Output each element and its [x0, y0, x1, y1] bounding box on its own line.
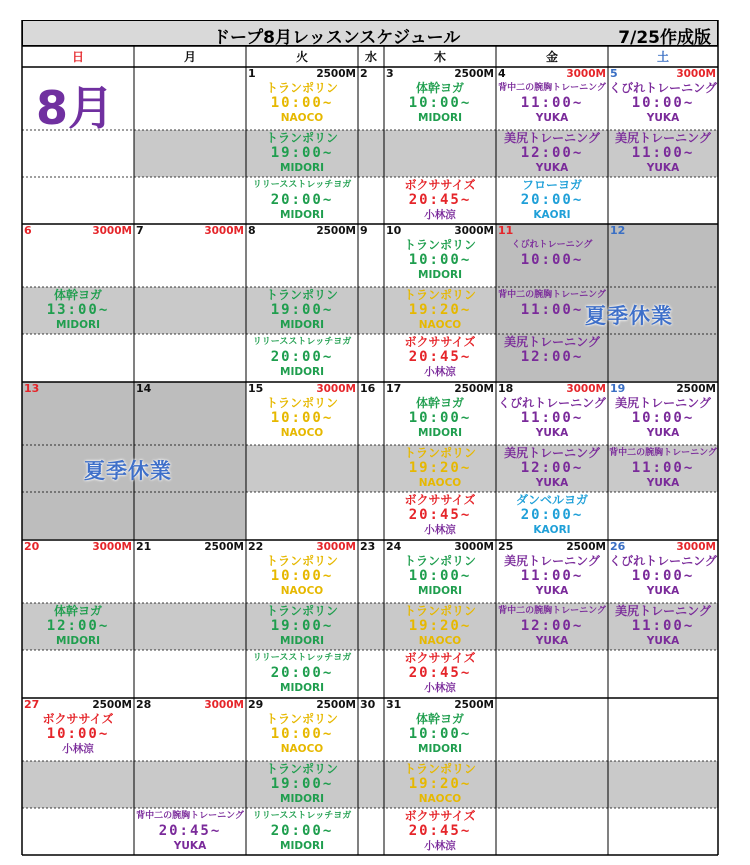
lesson-instructor: YUKA — [535, 162, 569, 174]
lesson-entry[interactable] — [246, 131, 358, 175]
day-cell — [608, 698, 718, 855]
lesson-entry[interactable] — [608, 396, 718, 440]
lesson-time: 20:45~ — [408, 823, 472, 839]
lesson-instructor: MIDORI — [56, 319, 100, 331]
day-number: 24 — [386, 540, 402, 553]
lesson-time: 19:20~ — [408, 776, 472, 792]
lesson-instructor: MIDORI — [418, 427, 462, 439]
lesson-name: 背中二の腕胸トレーニング — [498, 83, 606, 93]
day-cell — [22, 224, 134, 381]
lesson-instructor: 小林涼 — [424, 682, 456, 694]
lesson-instructor: MIDORI — [418, 743, 462, 755]
lesson-name: 体幹ヨガ — [415, 712, 464, 726]
day-price: 3000M — [316, 383, 356, 395]
lesson-entry[interactable] — [22, 288, 134, 332]
lesson-time: 20:00~ — [270, 665, 334, 681]
lesson-instructor: YUKA — [646, 427, 680, 439]
lesson-time: 10:00~ — [631, 410, 695, 426]
lesson-time: 20:45~ — [408, 349, 472, 365]
lesson-instructor: NAOCO — [280, 112, 324, 124]
lesson-name: 美尻トレーニング — [504, 335, 600, 349]
day-cell — [384, 698, 496, 855]
lesson-name: ダンベルヨガ — [515, 493, 589, 507]
time-band — [134, 287, 246, 334]
day-price: 2500M — [454, 699, 494, 711]
day-price: 3000M — [316, 541, 356, 553]
lesson-time: 10:00~ — [631, 568, 695, 584]
lesson-time: 10:00~ — [408, 726, 472, 742]
lesson-time: 11:00~ — [631, 460, 695, 476]
lesson-instructor: MIDORI — [418, 585, 462, 597]
lesson-instructor: 小林涼 — [424, 840, 456, 852]
lesson-entry[interactable] — [384, 81, 496, 125]
lesson-time: 20:00~ — [270, 823, 334, 839]
time-band — [134, 130, 246, 177]
day-number: 21 — [136, 540, 152, 553]
lesson-instructor: NAOCO — [280, 743, 324, 755]
lesson-instructor: NAOCO — [418, 477, 462, 489]
day-number: 6 — [24, 224, 32, 237]
day-cell — [22, 698, 134, 855]
lesson-name: トランポリン — [265, 712, 338, 726]
lesson-name: くびれトレーニング — [498, 396, 606, 410]
lesson-entry[interactable] — [496, 81, 608, 125]
lesson-time: 10:00~ — [408, 95, 472, 111]
weekday-0: 日 — [71, 50, 84, 64]
day-number: 19 — [610, 382, 626, 395]
lesson-name: トランポリン — [403, 288, 476, 302]
lesson-instructor: MIDORI — [280, 319, 324, 331]
day-number: 26 — [610, 540, 626, 553]
lesson-name: くびれトレーニング — [609, 554, 717, 568]
day-cell — [22, 540, 134, 697]
lesson-instructor: NAOCO — [418, 635, 462, 647]
lesson-entry[interactable] — [22, 604, 134, 648]
lesson-entry[interactable] — [384, 712, 496, 756]
day-cell — [496, 698, 608, 855]
lesson-instructor: MIDORI — [418, 269, 462, 281]
lesson-entry[interactable] — [246, 712, 358, 756]
lesson-entry[interactable] — [496, 446, 608, 490]
day-price: 2500M — [454, 68, 494, 80]
day-number: 5 — [610, 67, 618, 80]
lesson-name: 美尻トレーニング — [615, 396, 711, 410]
lesson-instructor: MIDORI — [280, 635, 324, 647]
month-label: 8月 — [36, 81, 115, 135]
lesson-time: 12:00~ — [46, 618, 110, 634]
lesson-name: トランポリン — [265, 396, 338, 410]
day-cell — [358, 224, 384, 381]
lesson-name: 背中二の腕胸トレーニング — [136, 811, 244, 821]
lesson-name: くびれトレーニング — [609, 81, 717, 95]
lesson-name: トランポリン — [265, 604, 338, 618]
lesson-time: 20:00~ — [520, 507, 584, 523]
lesson-time: 11:00~ — [520, 410, 584, 426]
lesson-name: トランポリン — [265, 554, 338, 568]
time-band — [358, 287, 384, 334]
lesson-entry[interactable] — [246, 809, 358, 853]
lesson-name: トランポリン — [403, 238, 476, 252]
time-band — [358, 603, 384, 650]
day-number: 2 — [360, 67, 368, 80]
day-number: 15 — [248, 382, 264, 395]
day-cell — [358, 382, 384, 539]
lesson-name: 美尻トレーニング — [504, 446, 600, 460]
lesson-name: くびれトレーニング — [511, 240, 593, 250]
lesson-name: 美尻トレーニング — [504, 131, 600, 145]
schedule-version: 7/25作成版 — [618, 28, 711, 48]
lesson-time: 19:20~ — [408, 460, 472, 476]
day-number: 31 — [386, 698, 402, 711]
lesson-time: 10:00~ — [270, 410, 334, 426]
day-cell — [134, 540, 246, 697]
time-band — [358, 761, 384, 808]
lesson-instructor: 小林涼 — [424, 209, 456, 221]
lesson-name: 体幹ヨガ — [53, 288, 102, 302]
day-cell — [246, 382, 358, 539]
lesson-time: 10:00~ — [270, 726, 334, 742]
lesson-time: 10:00~ — [408, 568, 472, 584]
day-number: 28 — [136, 698, 152, 711]
lesson-name: トランポリン — [265, 81, 338, 95]
lesson-entry[interactable] — [384, 178, 496, 222]
lesson-time: 20:00~ — [520, 192, 584, 208]
lesson-name: トランポリン — [265, 131, 338, 145]
day-number: 7 — [136, 224, 144, 237]
lesson-instructor: MIDORI — [280, 840, 324, 852]
day-cell — [134, 67, 246, 224]
schedule-title: ドープ8月レッスンスケジュール — [213, 28, 461, 48]
day-cell — [246, 698, 358, 855]
lesson-entry[interactable] — [496, 178, 608, 222]
lesson-instructor: MIDORI — [280, 366, 324, 378]
lesson-entry[interactable] — [496, 554, 608, 598]
time-band — [134, 761, 246, 808]
lesson-instructor: YUKA — [646, 585, 680, 597]
lesson-instructor: NAOCO — [418, 793, 462, 805]
lesson-entry[interactable] — [496, 396, 608, 440]
day-price: 2500M — [676, 383, 716, 395]
day-cell — [608, 67, 718, 224]
lesson-time: 11:00~ — [631, 145, 695, 161]
lesson-time: 12:00~ — [520, 618, 584, 634]
lesson-entry[interactable] — [384, 396, 496, 440]
lesson-entry[interactable] — [384, 762, 496, 806]
day-price: 2500M — [566, 541, 606, 553]
lesson-name: 背中二の腕胸トレーニング — [609, 448, 717, 458]
lesson-entry[interactable] — [384, 809, 496, 853]
weekday-5: 金 — [545, 50, 558, 64]
day-cell — [134, 698, 246, 855]
time-band — [358, 130, 384, 177]
lesson-time: 12:00~ — [520, 460, 584, 476]
lesson-time: 20:45~ — [408, 192, 472, 208]
day-price: 2500M — [92, 699, 132, 711]
day-cell — [358, 67, 384, 224]
lesson-entry[interactable] — [246, 288, 358, 332]
day-number: 30 — [360, 698, 376, 711]
time-band — [496, 761, 608, 808]
weekday-1: 月 — [183, 50, 196, 64]
lesson-time: 10:00~ — [408, 252, 472, 268]
lesson-entry[interactable] — [246, 396, 358, 440]
day-price: 3000M — [676, 68, 716, 80]
weekday-2: 火 — [295, 50, 308, 64]
lesson-entry[interactable] — [384, 604, 496, 648]
day-number: 4 — [498, 67, 506, 80]
lesson-entry[interactable] — [384, 446, 496, 490]
day-cell — [358, 698, 384, 855]
weekday-4: 木 — [433, 50, 446, 64]
time-band — [134, 603, 246, 650]
weekday-6: 土 — [656, 50, 669, 64]
lesson-entry[interactable] — [384, 493, 496, 537]
lesson-instructor: YUKA — [173, 840, 207, 852]
day-number: 18 — [498, 382, 514, 395]
lesson-name: 体幹ヨガ — [415, 81, 464, 95]
lesson-name: 体幹ヨガ — [53, 604, 102, 618]
day-number: 20 — [24, 540, 40, 553]
weekday-3: 水 — [364, 50, 377, 64]
lesson-instructor: YUKA — [535, 635, 569, 647]
lesson-name: 背中二の腕胸トレーニング — [498, 290, 606, 300]
lesson-name: リリースストレッチヨガ — [252, 337, 352, 347]
time-band — [22, 761, 134, 808]
lesson-entry[interactable] — [134, 809, 246, 853]
lesson-entry[interactable] — [246, 81, 358, 125]
lesson-time: 12:00~ — [520, 349, 584, 365]
time-band — [358, 445, 384, 492]
lesson-instructor: MIDORI — [56, 635, 100, 647]
lesson-name: トランポリン — [265, 762, 338, 776]
lesson-name: ボクササイズ — [404, 178, 476, 192]
lesson-time: 12:00~ — [520, 145, 584, 161]
lesson-time: 10:00~ — [46, 726, 110, 742]
day-number: 23 — [360, 540, 376, 553]
lesson-name: 背中二の腕胸トレーニング — [498, 606, 606, 616]
lesson-time: 11:00~ — [520, 568, 584, 584]
day-price: 3000M — [92, 541, 132, 553]
day-cell — [246, 224, 358, 381]
day-price: 2500M — [454, 383, 494, 395]
day-price: 2500M — [316, 68, 356, 80]
lesson-time: 19:20~ — [408, 302, 472, 318]
lesson-instructor: 小林涼 — [424, 524, 456, 536]
day-price: 3000M — [454, 225, 494, 237]
lesson-name: トランポリン — [403, 554, 476, 568]
lesson-entry[interactable] — [496, 493, 608, 537]
day-number: 12 — [610, 224, 626, 237]
lesson-time: 20:45~ — [408, 665, 472, 681]
lesson-instructor: YUKA — [535, 585, 569, 597]
lesson-entry[interactable] — [608, 554, 718, 598]
day-number: 25 — [498, 540, 514, 553]
day-number: 27 — [24, 698, 40, 711]
day-number: 8 — [248, 224, 256, 237]
day-price: 3000M — [566, 68, 606, 80]
day-cell — [246, 67, 358, 224]
day-number: 22 — [248, 540, 264, 553]
lesson-instructor: 小林涼 — [424, 366, 456, 378]
lesson-entry[interactable] — [246, 762, 358, 806]
lesson-instructor: MIDORI — [418, 112, 462, 124]
lesson-time: 10:00~ — [631, 95, 695, 111]
lesson-name: フローヨガ — [521, 178, 582, 192]
lesson-instructor: YUKA — [535, 477, 569, 489]
lesson-instructor: MIDORI — [280, 682, 324, 694]
lesson-entry[interactable] — [608, 81, 718, 125]
day-price: 2500M — [204, 541, 244, 553]
day-price: 3000M — [92, 225, 132, 237]
lesson-name: 美尻トレーニング — [615, 131, 711, 145]
summer-closure-label: 夏季休業 — [84, 459, 172, 483]
lesson-entry[interactable] — [384, 238, 496, 282]
lesson-time: 11:00~ — [631, 618, 695, 634]
lesson-entry[interactable] — [496, 604, 608, 648]
lesson-time: 10:00~ — [270, 568, 334, 584]
lesson-entry[interactable] — [246, 604, 358, 648]
lesson-time: 20:45~ — [408, 507, 472, 523]
time-band — [246, 445, 358, 492]
day-cell — [384, 67, 496, 224]
lesson-entry[interactable] — [608, 131, 718, 175]
lesson-time: 19:00~ — [270, 776, 334, 792]
day-number: 29 — [248, 698, 264, 711]
lesson-name: 美尻トレーニング — [615, 604, 711, 618]
day-cell — [134, 224, 246, 381]
lesson-name: ボクササイズ — [404, 493, 476, 507]
day-price: 3000M — [204, 225, 244, 237]
lesson-entry[interactable] — [246, 178, 358, 222]
lesson-time: 11:00~ — [520, 302, 584, 318]
day-cell — [246, 540, 358, 697]
day-cell — [384, 382, 496, 539]
lesson-time: 13:00~ — [46, 302, 110, 318]
lesson-name: トランポリン — [403, 762, 476, 776]
day-number: 14 — [136, 382, 152, 395]
lesson-entry[interactable] — [496, 238, 608, 269]
day-cell — [608, 540, 718, 697]
day-cell — [496, 540, 608, 697]
lesson-time: 19:00~ — [270, 618, 334, 634]
lesson-time: 19:00~ — [270, 302, 334, 318]
lesson-name: リリースストレッチヨガ — [252, 653, 352, 663]
lesson-instructor: NAOCO — [418, 319, 462, 331]
lesson-entry[interactable] — [246, 554, 358, 598]
day-number: 17 — [386, 382, 402, 395]
lesson-time: 10:00~ — [270, 95, 334, 111]
day-price: 3000M — [676, 541, 716, 553]
lesson-instructor: KAORI — [533, 209, 571, 221]
lesson-instructor: 小林涼 — [62, 743, 94, 755]
day-cell — [358, 540, 384, 697]
lesson-instructor: YUKA — [646, 477, 680, 489]
day-cell — [608, 382, 718, 539]
lesson-name: 美尻トレーニング — [504, 554, 600, 568]
lesson-time: 20:00~ — [270, 349, 334, 365]
day-number: 16 — [360, 382, 376, 395]
lesson-instructor: YUKA — [646, 162, 680, 174]
lesson-entry[interactable] — [22, 712, 134, 756]
day-price: 3000M — [454, 541, 494, 553]
lesson-entry[interactable] — [496, 131, 608, 175]
day-price: 2500M — [316, 225, 356, 237]
lesson-name: リリースストレッチヨガ — [252, 180, 352, 190]
day-number: 13 — [24, 382, 40, 395]
time-band — [608, 761, 718, 808]
lesson-instructor: YUKA — [535, 427, 569, 439]
day-number: 1 — [248, 67, 256, 80]
lesson-name: ボクササイズ — [404, 335, 476, 349]
lesson-name: ボクササイズ — [404, 651, 476, 665]
day-cell — [384, 540, 496, 697]
day-price: 3000M — [204, 699, 244, 711]
lesson-entry[interactable] — [384, 288, 496, 332]
lesson-instructor: NAOCO — [280, 427, 324, 439]
lesson-instructor: MIDORI — [280, 162, 324, 174]
lesson-instructor: KAORI — [533, 524, 571, 536]
lesson-name: トランポリン — [403, 604, 476, 618]
lesson-entry[interactable] — [608, 446, 718, 490]
lesson-instructor: NAOCO — [280, 585, 324, 597]
day-price: 2500M — [316, 699, 356, 711]
lesson-name: トランポリン — [265, 288, 338, 302]
day-cell — [496, 382, 608, 539]
lesson-entry[interactable] — [246, 651, 358, 695]
day-number: 10 — [386, 224, 402, 237]
day-cell — [384, 224, 496, 381]
lesson-instructor: MIDORI — [280, 209, 324, 221]
time-band — [384, 130, 496, 177]
lesson-instructor: YUKA — [646, 635, 680, 647]
lesson-entry[interactable] — [608, 604, 718, 648]
summer-closure-label: 夏季休業 — [585, 304, 673, 328]
lesson-instructor: YUKA — [646, 112, 680, 124]
lesson-entry[interactable] — [384, 651, 496, 695]
lesson-time: 19:00~ — [270, 145, 334, 161]
lesson-time: 10:00~ — [408, 410, 472, 426]
lesson-instructor: YUKA — [535, 112, 569, 124]
lesson-time: 20:45~ — [158, 823, 222, 839]
day-number: 3 — [386, 67, 394, 80]
lesson-time: 19:20~ — [408, 618, 472, 634]
lesson-name: ボクササイズ — [42, 712, 114, 726]
lesson-name: 体幹ヨガ — [415, 396, 464, 410]
day-price: 3000M — [566, 383, 606, 395]
schedule-title-bar — [22, 20, 718, 46]
lesson-name: ボクササイズ — [404, 809, 476, 823]
lesson-time: 10:00~ — [520, 252, 584, 268]
lesson-name: トランポリン — [403, 446, 476, 460]
lesson-entry[interactable] — [384, 335, 496, 379]
lesson-time: 11:00~ — [520, 95, 584, 111]
day-number: 11 — [498, 224, 514, 237]
lesson-name: リリースストレッチヨガ — [252, 811, 352, 821]
lesson-instructor: MIDORI — [280, 793, 324, 805]
lesson-entry[interactable] — [384, 554, 496, 598]
day-cell — [496, 67, 608, 224]
lesson-time: 20:00~ — [270, 192, 334, 208]
day-number: 9 — [360, 224, 368, 237]
lesson-entry[interactable] — [496, 335, 608, 366]
lesson-entry[interactable] — [246, 335, 358, 379]
